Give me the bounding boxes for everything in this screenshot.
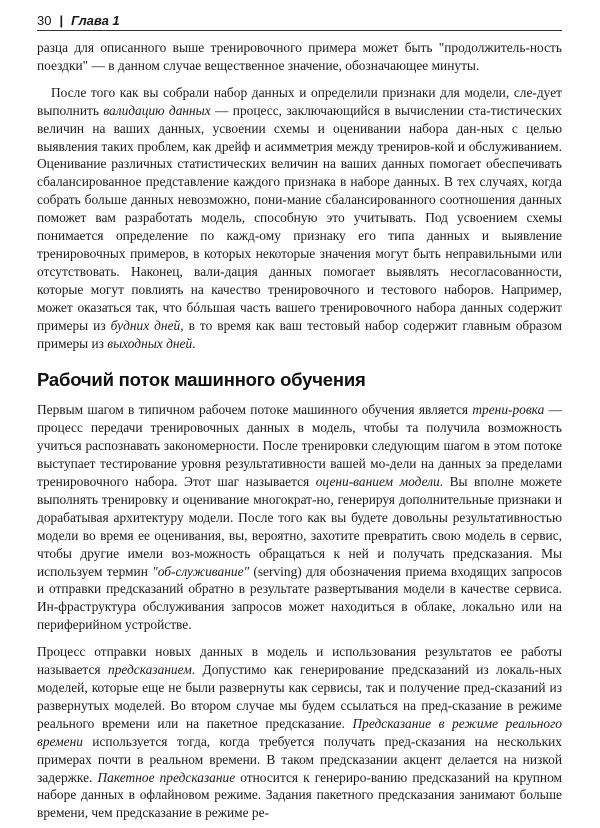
header-separator: |	[59, 12, 64, 28]
chapter-title: Глава 1	[71, 12, 120, 28]
italic-term: Пакетное предсказание	[97, 769, 236, 785]
paragraph	[37, 39, 562, 75]
italic-term: трени-ровка	[472, 402, 545, 418]
text-run: — процесс передачи тренировочных данных в модель, чтобы та получила возможность учиться распознавать закономерности. После тренировки следующим шагом в этом потоке выступает тестирование уровня результативности вашей мо-дели на данных за пределами тренировочного набора. Этот шаг называется	[37, 402, 562, 490]
text-run: (serving) для обозначения приема входящих запросов и отправки предсказаний обратно в результате развертывания модели в качестве сервиса. Ин-фраструктура обслуживания запросов может находиться в облаке, локально или на периферийном устройстве.	[37, 563, 562, 633]
text-run: . Вы вполне можете выполнять тренировку и оценивание многократ-но, генерируя дополнительные признаки и дорабатывая архитектуру модели. После того как вы будете довольны результативностью модели во время ее оценивания, вы, вероятно, захотите превратить свою модель в сервис, чтобы другие имели воз-можность обращаться к ней и получать предсказания. Мы используем термин	[37, 474, 562, 579]
text-run: — процесс, заключающийся в вычислении ста-тистических величин на ваших данных, усвоении схемы и оценивании набора дан-ных с целью выявления таких проблем, как дрейф и асимметрия между трениров-кой и обслуживанием. Оценивание различных статистических величин на ваших данных помогает обеспечивать сбалансированное представление каждого признака в наборе данных. В тех случаях, когда собрать больше данных невозможно, пони-мание сбалансированного соотношения данных поможет вам разработать модель, способную это учитывать. Под усвоением схемы понимается определение по кажд-ому признаку его типа данных и выявление тренировочных примеров, в которых некоторые значения могут быть неправильными или отсутствовать. Наконец, вали-дация данных помогает выявлять несогласованности, которые могут повлиять на качество тренировочного и тестового наборов. Например, может оказаться так, что бóльшая часть вашего тренировочного набора данных содержит примеры из	[37, 102, 563, 333]
text-run: относится к генериро-ванию предсказаний на крупном наборе данных в офлайновом режиме. Задания пакетного предсказания занимают больше времени, чем предсказание в режиме ре-	[37, 769, 563, 821]
paragraph	[37, 401, 562, 634]
text-run: Первым шагом в типичном рабочем потоке машинного обучения является	[37, 402, 473, 418]
italic-term: выходных дней	[107, 335, 193, 351]
body-text-top	[37, 39, 562, 352]
page-number: 30	[37, 12, 52, 28]
text-run: используется тогда, когда требуется получать пред-сказания на нескольких примерах почти в реальном времени. В таком предсказании акцент делается на низкой задержке.	[37, 733, 562, 785]
italic-term: будних дней	[110, 317, 181, 333]
running-header	[37, 10, 562, 31]
text-run: . Допустимо как генерирование предсказаний из локаль-ных моделей, которые еще не были развернуты как сервисы, так и получение пред-сказаний из развернутых моделей. Во втором случае мы будем ссылаться на пред-сказание в режиме реального времени или на пакетное предсказание.	[37, 662, 562, 731]
text-run: .	[192, 335, 196, 351]
body-text-bottom	[37, 401, 562, 822]
italic-term: Предсказание в режиме реального времени	[37, 715, 563, 749]
paragraph	[37, 84, 562, 353]
text-run: разца для описанного выше тренировочного примера может быть "продолжитель-ность поездки" — в данном случае вещественное значение, обозначающее минуты.	[37, 40, 562, 73]
paragraph	[37, 643, 562, 822]
text-run: После того как вы собрали набор данных и определили признаки для модели, сле-дует выполнить	[37, 84, 562, 118]
italic-term: "об-служивание"	[152, 563, 250, 579]
text-run: , в то время как ваш тестовый набор содержит главным образом примеры из	[37, 317, 563, 351]
italic-term: оцени-ванием модели	[315, 474, 440, 490]
italic-term: валидацию данных	[103, 102, 211, 118]
section-heading: Рабочий поток машинного обучения	[37, 369, 366, 391]
text-run: Процесс отправки новых данных в модель и использования результатов ее работы называется	[37, 644, 562, 678]
italic-term: предсказанием	[108, 662, 192, 678]
